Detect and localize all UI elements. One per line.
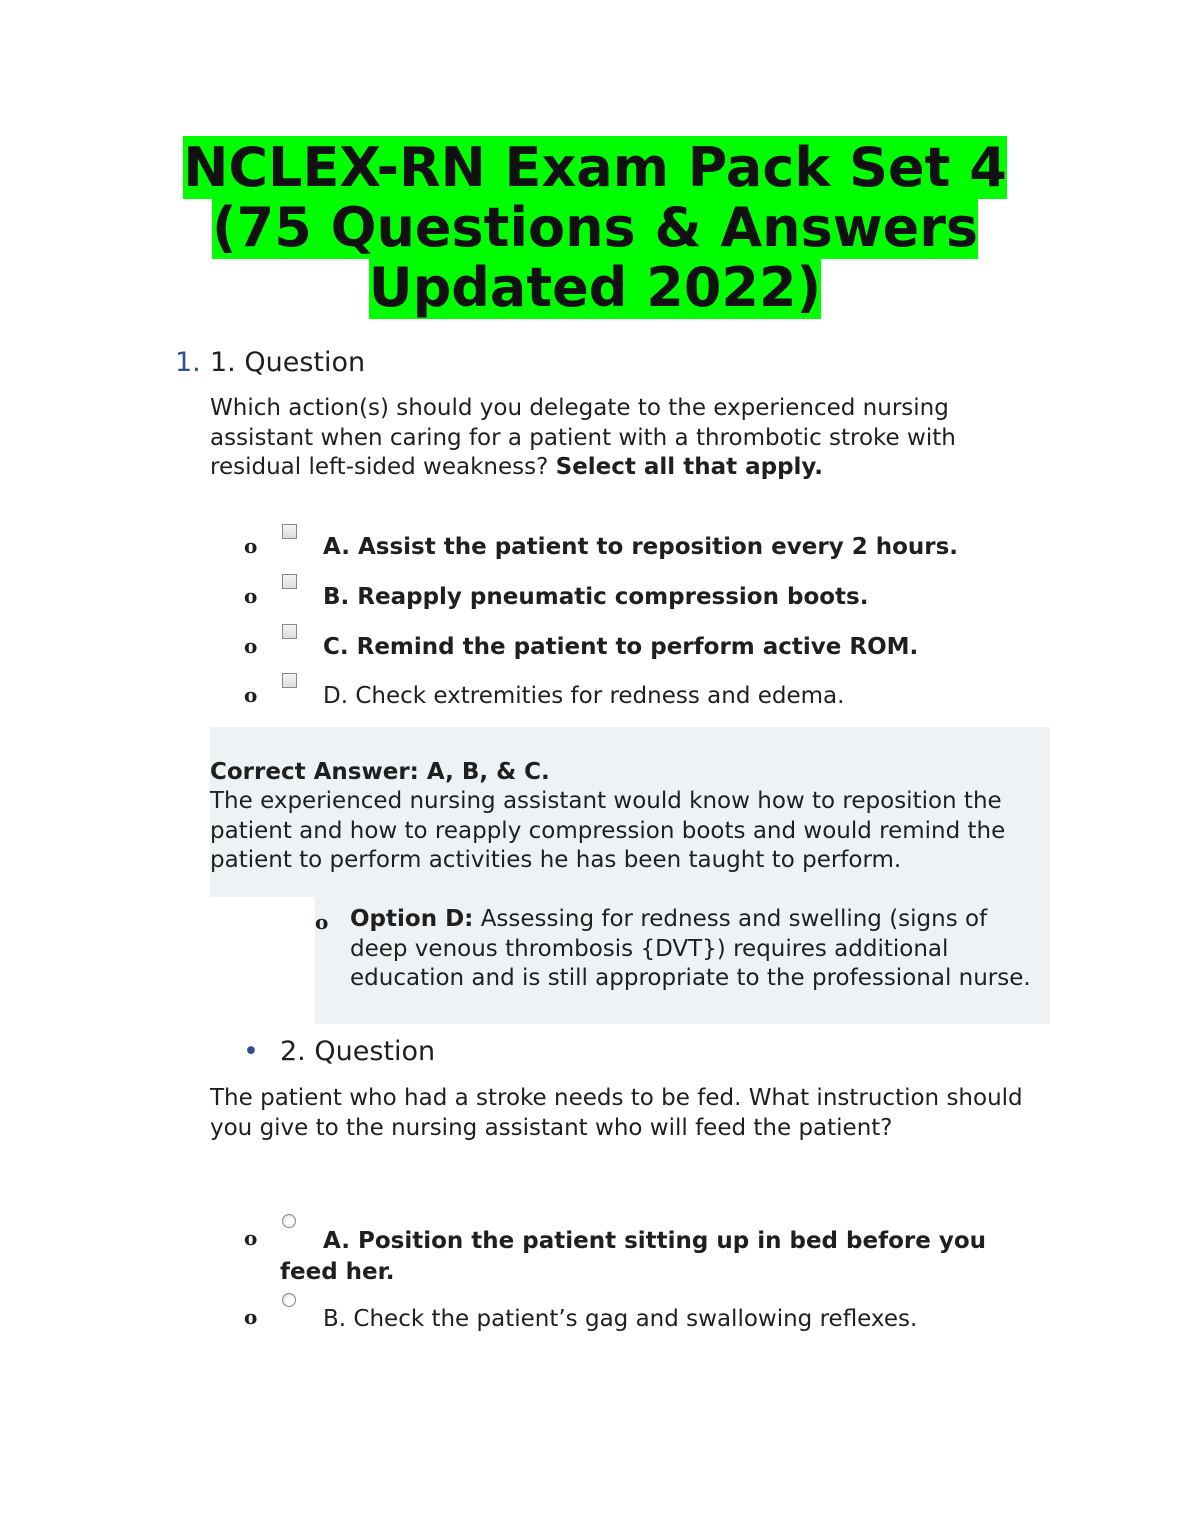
answer-explanation: The experienced nursing assistant would know how to reposition the patient and how to reapply compression boots and would remind the patient to perform activities he has been taught to perform. bbox=[210, 788, 1006, 873]
option-bullet: o bbox=[244, 634, 258, 658]
option-bullet: o bbox=[244, 1226, 258, 1250]
option-row-2b[interactable] bbox=[244, 1293, 1064, 1333]
answer-sub-bullet: o bbox=[315, 910, 329, 934]
document-title bbox=[130, 138, 1060, 318]
option-row-1a[interactable] bbox=[244, 524, 1064, 564]
question-2-bullet: • bbox=[243, 1036, 259, 1067]
question-1-prompt: Which action(s) should you delegate to the experienced nursing assistant when caring for a patient with a thrombotic stroke with residual left-sided weakness? bbox=[210, 395, 956, 480]
option-bullet: o bbox=[244, 534, 258, 558]
question-2-heading: 2. Question bbox=[280, 1036, 436, 1067]
question-1-number: 1. bbox=[175, 347, 201, 378]
option-2a-label bbox=[280, 1226, 1040, 1288]
radio-icon[interactable] bbox=[282, 1293, 296, 1307]
question-1-instruction: Select all that apply. bbox=[555, 454, 824, 480]
option-row-1b[interactable] bbox=[244, 574, 1064, 614]
option-bullet: o bbox=[244, 683, 258, 707]
question-1-text bbox=[210, 394, 1050, 483]
answer-option-d-note bbox=[350, 905, 1050, 994]
title-highlight: NCLEX-RN Exam Pack Set 4 (75 Questions & Answers Updated 2022) bbox=[183, 136, 1007, 319]
question-2-text: The patient who had a stroke needs to be fed. What instruction should you give to the nursing assistant who will feed the patient? bbox=[210, 1085, 1023, 1141]
option-2b-label: B. Check the patient’s gag and swallowing reflexes. bbox=[323, 1306, 918, 1332]
option-bullet: o bbox=[244, 1305, 258, 1329]
option-1a-label: A. Assist the patient to reposition every 2 hours. bbox=[323, 534, 959, 560]
checkbox-icon[interactable] bbox=[282, 524, 297, 539]
correct-answer-title: Correct Answer: A, B, & C. bbox=[210, 759, 550, 785]
option-d-label: Option D: bbox=[350, 906, 474, 932]
option-1d-label: D. Check extremities for redness and edema. bbox=[323, 683, 845, 709]
option-bullet: o bbox=[244, 584, 258, 608]
option-2a-text: A. Position the patient sitting up in bed before you feed her. bbox=[280, 1228, 987, 1285]
option-d-text: Assessing for redness and swelling (signs of deep venous thrombosis {DVT}) requires additional education and is still appropriate to the professional nurse. bbox=[350, 906, 1031, 991]
question-1-heading: 1. Question bbox=[210, 347, 366, 378]
checkbox-icon[interactable] bbox=[282, 673, 297, 688]
option-1b-label: B. Reapply pneumatic compression boots. bbox=[323, 584, 869, 610]
option-row-1c[interactable] bbox=[244, 624, 1064, 664]
checkbox-icon[interactable] bbox=[282, 574, 297, 589]
option-1c-label: C. Remind the patient to perform active ROM. bbox=[323, 634, 919, 660]
checkbox-icon[interactable] bbox=[282, 624, 297, 639]
option-row-1d[interactable] bbox=[244, 673, 1064, 713]
